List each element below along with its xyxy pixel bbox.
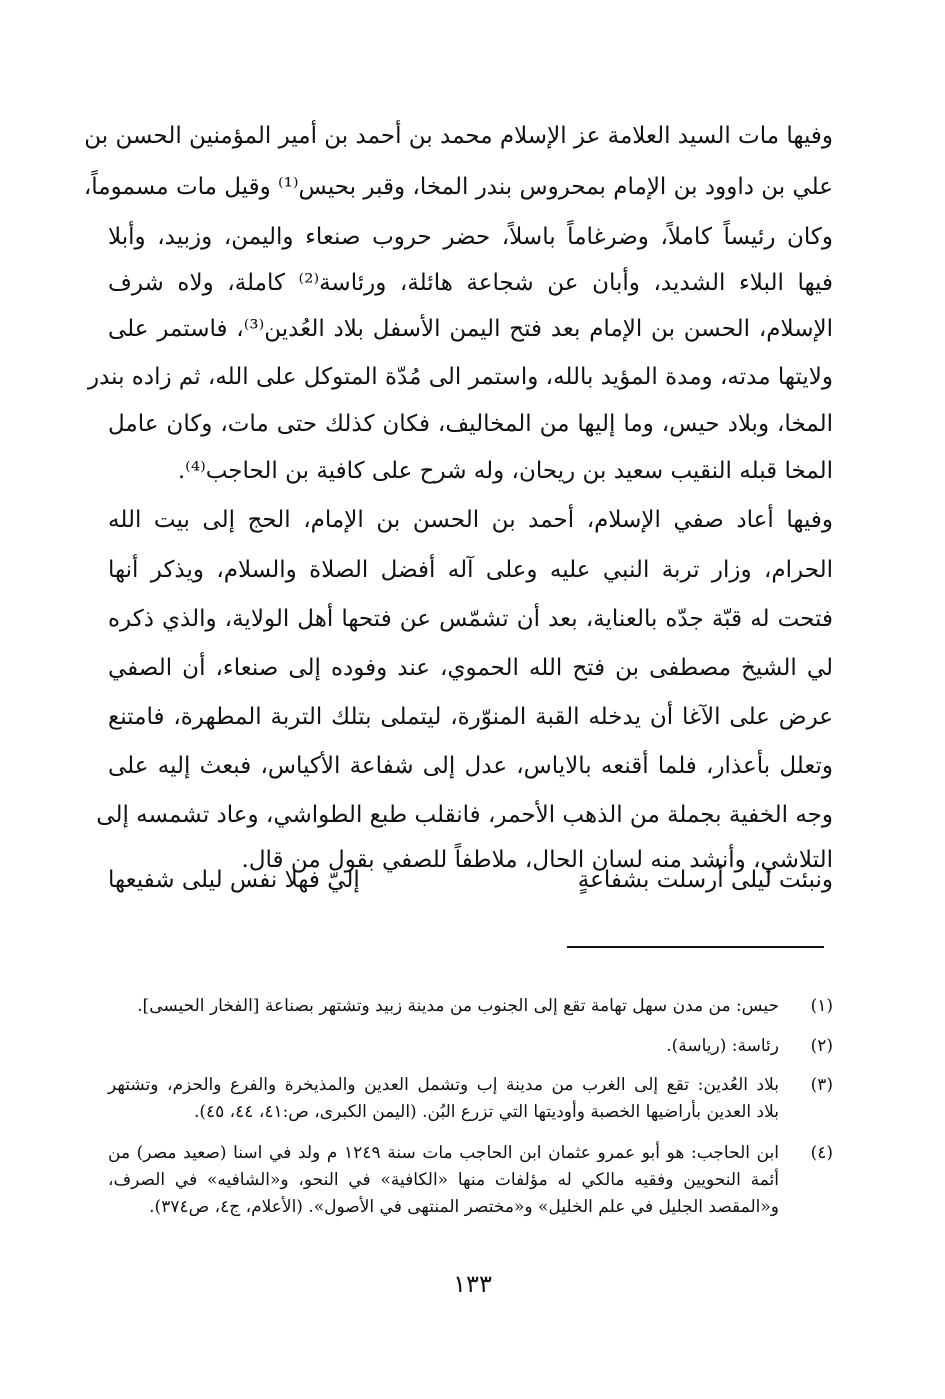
footnote-line: ابن الحاجب: هو أبو عمرو عثمان ابن الحاجب مات سنة ١٢٤٩ م ولد في اسنا (صعيد مصر) من [108, 1143, 779, 1163]
text-line: فيها البلاء الشديد، وأبان عن شجاعة هائلة، ورئاسة⁽²⁾ كاملة، ولاه شرف [108, 270, 833, 296]
text-line: ولايتها مدته، ومدة المؤيد بالله، واستمر الى مُدّة المتوكل على الله، ثم زاده بندر [87, 364, 833, 390]
page-number: ١٣٣ [453, 1270, 492, 1298]
footnote-1 [108, 993, 833, 1021]
footnote-number: (٢) [810, 1036, 833, 1056]
text-line: فتحت له قبّة جدّه بالعناية، بعد أن تشمّس عن فتحها أهل الولاية، والذي ذكره [108, 606, 833, 632]
footnote-separator [567, 946, 824, 948]
poetry-verse [108, 862, 833, 902]
footnote-2 [108, 1033, 833, 1061]
text-line: علي بن داوود بن الإمام بمحروس بندر المخا، وقبر بحيس⁽¹⁾ وقيل مات مسموماً، [83, 174, 833, 200]
text-line: عرض على الآغا أن يدخله القبة المنوّرة، ليتملى بتلك التربة المطهرة، فامتنع [108, 704, 833, 730]
footnote-text [108, 1033, 779, 1060]
footnote-line: أئمة النحويين وفقيه مالكي له مؤلفات منها «الكافية» في النحو، و«الشافيه» في الصرف، [108, 1170, 779, 1190]
footnote-number: (٤) [810, 1143, 833, 1163]
footnote-text [108, 1140, 779, 1221]
footnote-text [108, 1072, 779, 1126]
verse-first-hemistich: ونبئت ليلى أرسلت بشفاعةٍ [577, 867, 833, 893]
footnote-line: حيس: من مدن سهل تهامة تقع إلى الجنوب من مدينة زبيد وتشتهر بصناعة [الفخار الحيسى]. [137, 996, 779, 1016]
footnote-line: و«المقصد الجليل في علم الخليل» و«مختصر المنتهى في الأصول». (الأعلام، ج٤، ص٣٧٤). [149, 1197, 779, 1217]
text-line: وفيها مات السيد العلامة عز الإسلام محمد بن أحمد بن أمير المؤمنين الحسن بن [84, 123, 833, 149]
text-line: وتعلل بأعذار، فلما أقنعه بالاياس، عدل إلى شفاعة الأكياس، فبعث إليه على [108, 753, 833, 779]
text-line: الحرام، وزار تربة النبي عليه وعلى آله أفضل الصلاة والسلام، ويذكر أنها [108, 557, 833, 583]
text-line: المخا قبله النقيب سعيد بن ريحان، وله شرح على كافية بن الحاجب⁽⁴⁾. [177, 458, 833, 484]
footnote-number: (٣) [810, 1075, 833, 1095]
footnote-line: بلاد العدين بأراضيها الخصبة وأوديتها التي تزرع البُن. (اليمن الكبرى، ص:٤١، ٤٤، ٤٥). [193, 1102, 779, 1122]
text-line: وفيها أعاد صفي الإسلام، أحمد بن الحسن بن الإمام، الحج إلى بيت الله [108, 507, 833, 533]
text-line: المخا، وبلاد حيس، وما إليها من المخاليف، فكان كذلك حتى مات، وكان عامل [108, 411, 833, 437]
verse-second-hemistich: إليّ فهلا نفس ليلى شفيعها [108, 867, 360, 893]
footnote-line: بلاد العُدين: تقع إلى الغرب من مدينة إب وتشمل العدين والمذيخرة والفرع والحزم، وتشتهر [108, 1075, 779, 1095]
footnote-3 [108, 1072, 833, 1128]
text-line: وجه الخفية بجملة من الذهب الأحمر، فانقلب طبع الطواشي، وعاد تشمسه إلى [96, 802, 833, 828]
text-line: لي الشيخ مصطفى بن فتح الله الحموي، عند وفوده إلى صنعاء، أن الصفي [108, 655, 833, 681]
text-line: التلاشي، وأنشد منه لسان الحال، ملاطفاً للصفي بقول من قال. [241, 847, 833, 873]
footnote-4 [108, 1140, 833, 1224]
footnote-text [108, 993, 779, 1020]
footnote-number: (١) [810, 996, 833, 1016]
text-line: الإسلام، الحسن بن الإمام بعد فتح اليمن الأسفل بلاد العُدين⁽³⁾، فاستمر على [108, 316, 833, 342]
text-line: وكان رئيساً كاملاً، وضرغاماً باسلاً، حضر حروب صنعاء واليمن، وزبيد، وأبلا [108, 224, 833, 250]
footnote-line: رئاسة: (رياسة). [666, 1036, 779, 1056]
